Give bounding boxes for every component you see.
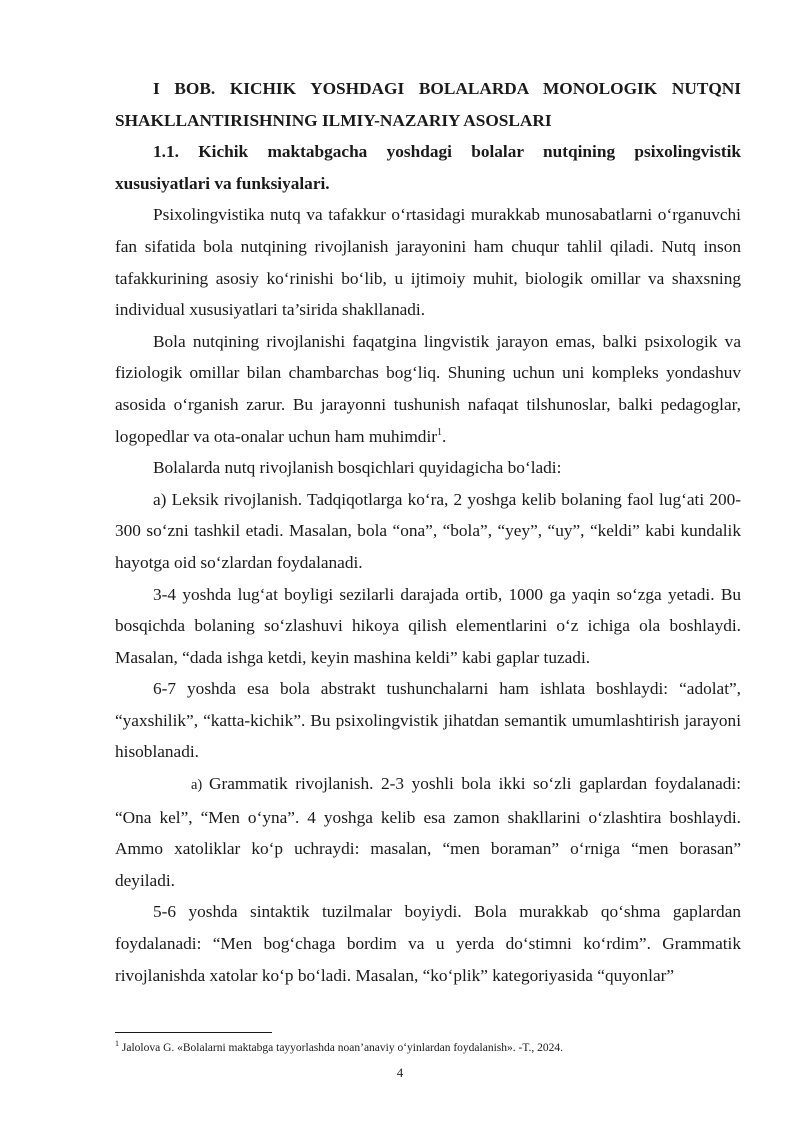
paragraph-7 <box>115 768 741 896</box>
body-text <box>115 73 741 991</box>
footnote <box>115 1040 741 1056</box>
footnote-divider <box>115 1032 272 1033</box>
paragraph-7-text: Grammatik rivojlanish. 2-3 yoshli bola ikki so‘zli gaplardan foydalanadi: “Ona kel”, “Men o‘yna”. 4 yoshga kelib esa zamon shakllarini o‘zlashtira boshlaydi. Ammo xatoliklar ko‘p uchraydi: masalan, “men boraman” o‘rniga “men borasan” deyiladi. <box>115 774 741 890</box>
page-number: 4 <box>396 1066 404 1080</box>
paragraph-2 <box>115 326 741 452</box>
footnote-text: Jalolova G. «Bolalarni maktabga tayyorlashda noan’anaviy o‘yinlardan foydalanish». -T., 2024. <box>119 1042 564 1054</box>
chapter-heading: I BOB. KICHIK YOSHDAGI BOLALARDA MONOLOGIK NUTQNI SHAKLLANTIRISHNING ILMIY-NAZARIY ASOSLARI <box>115 79 741 130</box>
paragraph-1: Psixolingvistika nutq va tafakkur o‘rtasidagi murakkab munosabatlarni o‘rganuvchi fan sifatida bola nutqining rivojlanish jarayonini ham chuqur tahlil qiladi. Nutq inson tafakkurining asosiy ko‘rinishi bo‘lib, u ijtimoiy muhit, biologik omillar va shaxsning individual xususiyatlari ta’sirida shakllanadi. <box>115 205 741 320</box>
section-heading: 1.1. Kichik maktabgacha yoshdagi bolalar nutqining psixolingvistik xususiyatlari va funksiyalari. <box>115 142 741 193</box>
paragraph-4: a) Leksik rivojlanish. Tadqiqotlarga ko‘ra, 2 yoshga kelib bolaning faol lug‘ati 200-300 so‘zni tashkil etadi. Masalan, bola “ona”, “bola”, “yey”, “uy”, “keldi” kabi kundalik hayotga oid so‘zlardan foydalanadi. <box>115 489 741 572</box>
footnote-reference[interactable]: 1 <box>437 426 443 438</box>
paragraph-2-text: Bola nutqining rivojlanishi faqatgina lingvistik jarayon emas, balki psixologik va fiziologik omillar bilan chambarchas bog‘liq. Shuning uchun uni kompleks yondashuv asosida o‘rganish zarur. Bu jarayonni tushunish nafaqat tilshunoslar, balki pedagoglar, logopedlar va ota-onalar uchun ham muhimdir <box>115 331 741 446</box>
paragraph-2-end: . <box>442 426 447 446</box>
paragraph-5: 3-4 yoshda lug‘at boyligi sezilarli darajada ortib, 1000 ga yaqin so‘zga yetadi. Bu bosqichda bolaning so‘zlashuvi hikoya qilish elementlarini o‘z ichiga ola boshlaydi. Masalan, “dada ishga ketdi, keyin mashina keldi” kabi gaplar tuzadi. <box>115 584 741 667</box>
paragraph-8: 5-6 yoshda sintaktik tuzilmalar boyiydi. Bola murakkab qo‘shma gaplardan foydalanadi: “Men bog‘chaga bordim va u yerda do‘stimni ko‘rdim”. Grammatik rivojlanishda xatolar ko‘p bo‘ladi. Masalan, “ko‘plik” kategoriyasida “quyonlar” <box>115 902 741 985</box>
paragraph-3: Bolalarda nutq rivojlanish bosqichlari quyidagicha bo‘ladi: <box>153 458 562 478</box>
list-marker: a) <box>191 777 203 794</box>
paragraph-6: 6-7 yoshda esa bola abstrakt tushunchalarni ham ishlata boshlaydi: “adolat”, “yaxshilik”, “katta-kichik”. Bu psixolingvistik jihatdan semantik umumlashtirish jarayoni hisoblanadi. <box>115 679 741 762</box>
footnote-number: 1 <box>115 1039 119 1049</box>
